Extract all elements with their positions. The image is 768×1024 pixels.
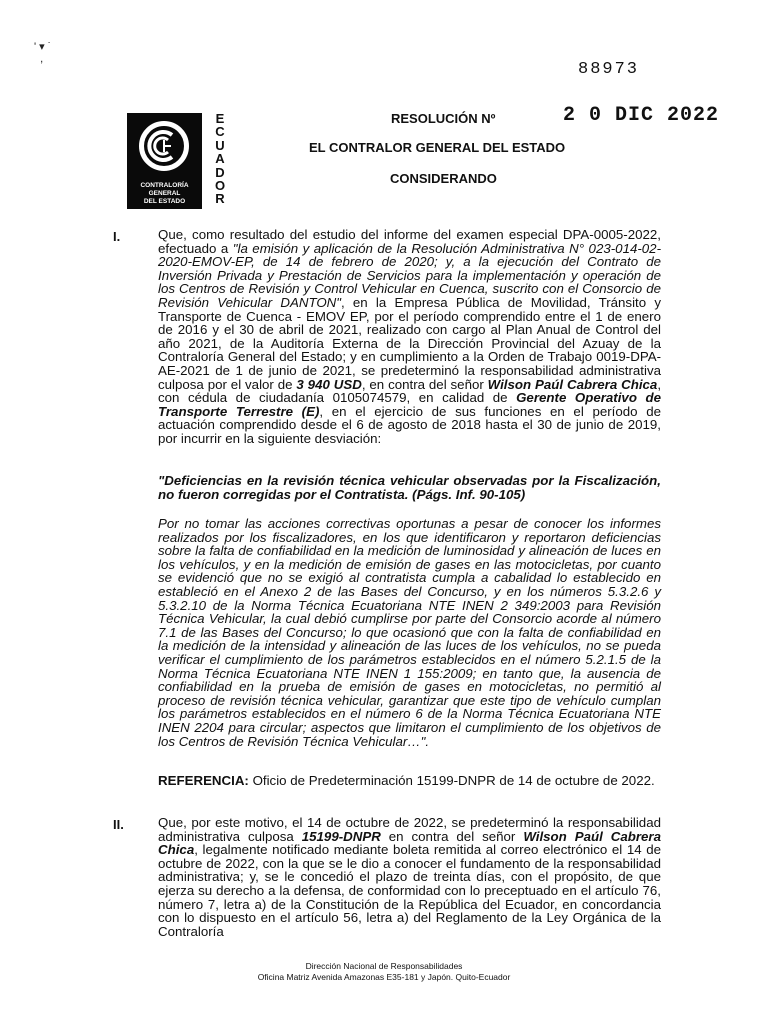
- contraloria-logo: [127, 113, 202, 209]
- logo-caption: [127, 182, 202, 206]
- ecuador-letter: E: [215, 111, 225, 126]
- para-i-text-2: , en la Empresa Pública de Movilidad, Tránsito y Transporte de Cuenca - EMOV EP, por el período comprendido entre el 1 de enero de 2016 y el 30 de abril de 2021, realizado con cargo al Plan Anual de Control del año 2021, de la Auditoría Externa de la Dirección Provincial del Azuay de la Contraloría General del Estado; y en cumplimiento a la Orden de Trabajo 0019-DPA-AE-2021 de 1 de junio de 2021, se predeterminó la responsabilidad administrativa culposa por el valor de: [158, 294, 661, 392]
- observation-body: [158, 517, 661, 748]
- section-title: CONSIDERANDO: [390, 171, 497, 186]
- para-ii-code: 15199-DNPR: [301, 828, 381, 844]
- reference-label: REFERENCIA:: [158, 773, 249, 788]
- document-number: 88973: [578, 60, 640, 79]
- resolution-date-stamp: 2 0 DIC 2022: [563, 104, 720, 127]
- authority-title: EL CONTRALOR GENERAL DEL ESTADO: [309, 140, 566, 155]
- para-i-amount: 3 940 USD: [296, 376, 362, 392]
- logo-line-3: DEL ESTADO: [143, 198, 186, 205]
- para-i-text-3: , en contra del señor: [361, 376, 488, 392]
- ecuador-letter: U: [215, 137, 225, 153]
- para-ii-text-1: Que, por este motivo, el 14 de octubre de 2022, se predeterminó la responsabilidad administrativa culposa: [158, 815, 661, 844]
- ecuador-letter: A: [215, 151, 225, 167]
- para-i-text-5: , en el ejercicio de sus funciones en el período de actuación comprendido desde el 6 de agosto de 2018 hasta el 30 de junio de 2019, por incurrir en la siguiente desviación:: [158, 403, 661, 446]
- logo-emblem: [139, 121, 189, 171]
- observation-title: [158, 474, 661, 501]
- para-ii-text-2: en contra del señor: [380, 828, 524, 844]
- cge-emblem-icon: [144, 126, 184, 166]
- para-i-role: Gerente Operativo de Transporte Terrestre (E): [158, 390, 661, 419]
- reference-text: Oficio de Predeterminación 15199-DNPR de 14 de octubre de 2022.: [248, 773, 655, 788]
- footer-line-1: Dirección Nacional de Responsabilidades: [305, 961, 463, 971]
- numeral-i: I.: [113, 229, 121, 244]
- logo-line-2: GENERAL: [148, 190, 181, 197]
- reference-line: [158, 774, 661, 788]
- para-i-name: Wilson Paúl Cabrera Chica: [487, 376, 658, 392]
- para-i-text-4: , con cédula de ciudadanía 0105074579, en calidad de: [158, 376, 662, 406]
- numeral-ii: II.: [113, 817, 124, 832]
- footer-line-2: Oficina Matriz Avenida Amazonas E35-181 y Japón. Quito-Ecuador: [257, 972, 511, 982]
- ecuador-vertical-word: [212, 112, 228, 206]
- para-i-text-1: Que, como resultado del estudio del informe del examen especial DPA-0005-2022, efectuado a: [158, 227, 661, 256]
- ecuador-letter: D: [215, 164, 225, 180]
- ecuador-letter: O: [214, 178, 226, 194]
- resolution-label: RESOLUCIÓN Nº: [391, 111, 496, 126]
- scan-marks: ' ▾ ˙ ,: [34, 41, 52, 65]
- logo-line-1: CONTRALORÍA: [140, 182, 189, 189]
- observation-title-text: "Deficiencias en la revisión técnica vehicular observadas por la Fiscalización, no fueron corregidas por el Contratista. (Págs. Inf. 90-105): [158, 473, 661, 502]
- paragraph-ii: [158, 816, 661, 938]
- para-ii-text-3: , legalmente notificado mediante boleta remitida al correo electrónico el 14 de octubre de 2022, con la que se le dio a conocer el fundamento de la responsabilidad administrativa; y, se le concedió el plazo de treinta días, con el propósito, de que ejerza su derecho a la defensa, de conformidad con lo preceptuado en el artículo 76, número 7, letra a) de la Constitución de la República del Ecuador, en concordancia con lo dispuesto en el artículo 56, letra a) del Reglamento de la Ley Orgánica de la Contraloría: [158, 842, 661, 939]
- ecuador-letter: R: [215, 191, 225, 207]
- paragraph-i: [158, 228, 661, 446]
- ecuador-letter: C: [215, 124, 225, 140]
- observation-body-text: Por no tomar las acciones correctivas oportunas a pesar de conocer los informes realizados por los fiscalizadores, en los que identificaron y reportaron deficiencias sobre la falta de confiabilidad en la medición de luminosidad y alineación de luces en los vehículos, y en la medición de emisión de gases en las motocicletas, por cuanto se evidenció que no se exigió al contratista cumpla a cabalidad lo establecido en estableció en el Anexo 2 de las Bases del Concurso, y en los números 5.3.2.6 y 5.3.2.10 de la Norma Técnica Ecuatoriana NTE INEN 2 349:2003 para Revisión Técnica Vehicular, la cual debió cumplirse por parte del Consorcio acorde al número 7.1 de las Bases del Concurso; lo que ocasionó que con la falta de confiabilidad en la medición de la intensidad y alineación de las luces de los vehículos, no se pueda verificar el cumplimiento de los parámetros establecidos en el número 5.2.1.5 de la Norma Técnica Ecuatoriana NTE INEN 1 155:2009; en tanto que, la ausencia de confiabilidad en la prueba de emisión de gases en motocicletas, no permitió al proceso de revisión técnica vehicular, garantizar que este tipo de vehículo cumplan los parámetros establecidos en el número 6 de la Norma Técnica Ecuatoriana NTE INEN 2204 para circular; aspectos que limitaron el cumplimiento de los objetivos de los Centros de Revisión Técnica Vehicular…".: [158, 516, 661, 749]
- para-ii-name: Wilson Paúl Cabrera Chica: [158, 828, 661, 858]
- para-i-quote: "la emisión y aplicación de la Resolución Administrativa N° 023-014-02-2020-EMOV-EP, de 14 de febrero de 2020; y, a la ejecución del Contrato de Inversión Privada y Prestación de Servicios para la implementación y operación de los Centros de Revisión y Control Vehicular en Cuenca, suscrito con el Consorcio de Revisión Vehicular DANTON": [158, 240, 661, 310]
- footer: [0, 961, 768, 983]
